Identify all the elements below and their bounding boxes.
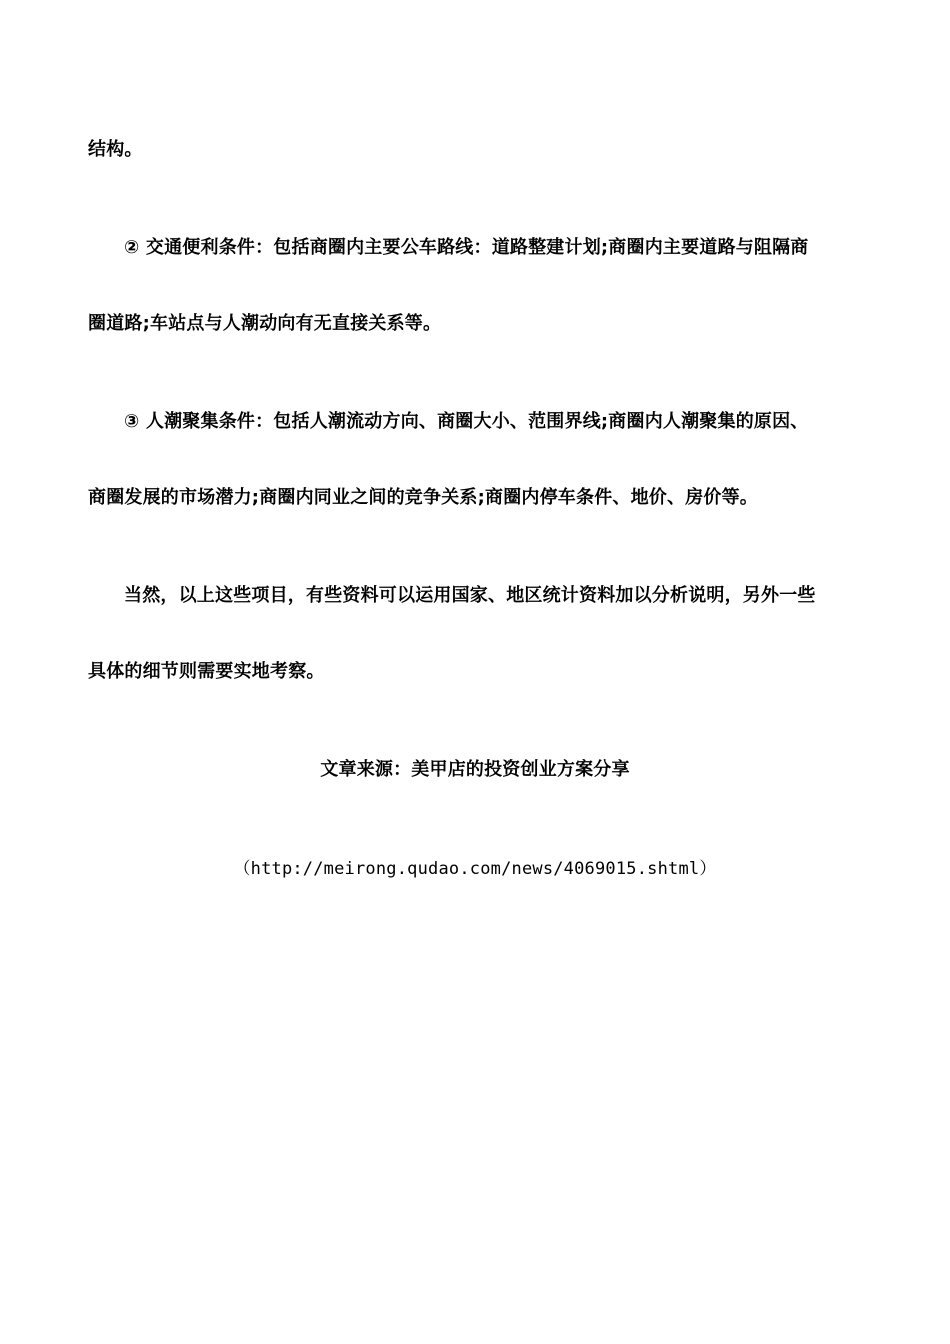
- paragraph-line: 具体的细节则需要实地考察。: [88, 661, 325, 682]
- source-url: （http://meirong.qudao.com/news/4069015.shtml）: [233, 859, 717, 879]
- article-source: 文章来源：美甲店的投资创业方案分享: [320, 759, 630, 780]
- paragraph-line: ③ 人潮聚集条件：包括人潮流动方向、商圈大小、范围界线;商圈内人潮聚集的原因、: [124, 411, 809, 432]
- paragraph-line: 结构。: [88, 139, 143, 160]
- paragraph-line: ② 交通便利条件：包括商圈内主要公车路线：道路整建计划;商圈内主要道路与阻隔商: [124, 237, 809, 258]
- paragraph-line: 当然，以上这些项目，有些资料可以运用国家、地区统计资料加以分析说明，另外一些: [124, 585, 816, 606]
- paragraph-line: 圈道路;车站点与人潮动向有无直接关系等。: [88, 313, 442, 334]
- paragraph-line: 商圈发展的市场潜力;商圈内同业之间的竞争关系;商圈内停车条件、地价、房价等。: [88, 487, 758, 508]
